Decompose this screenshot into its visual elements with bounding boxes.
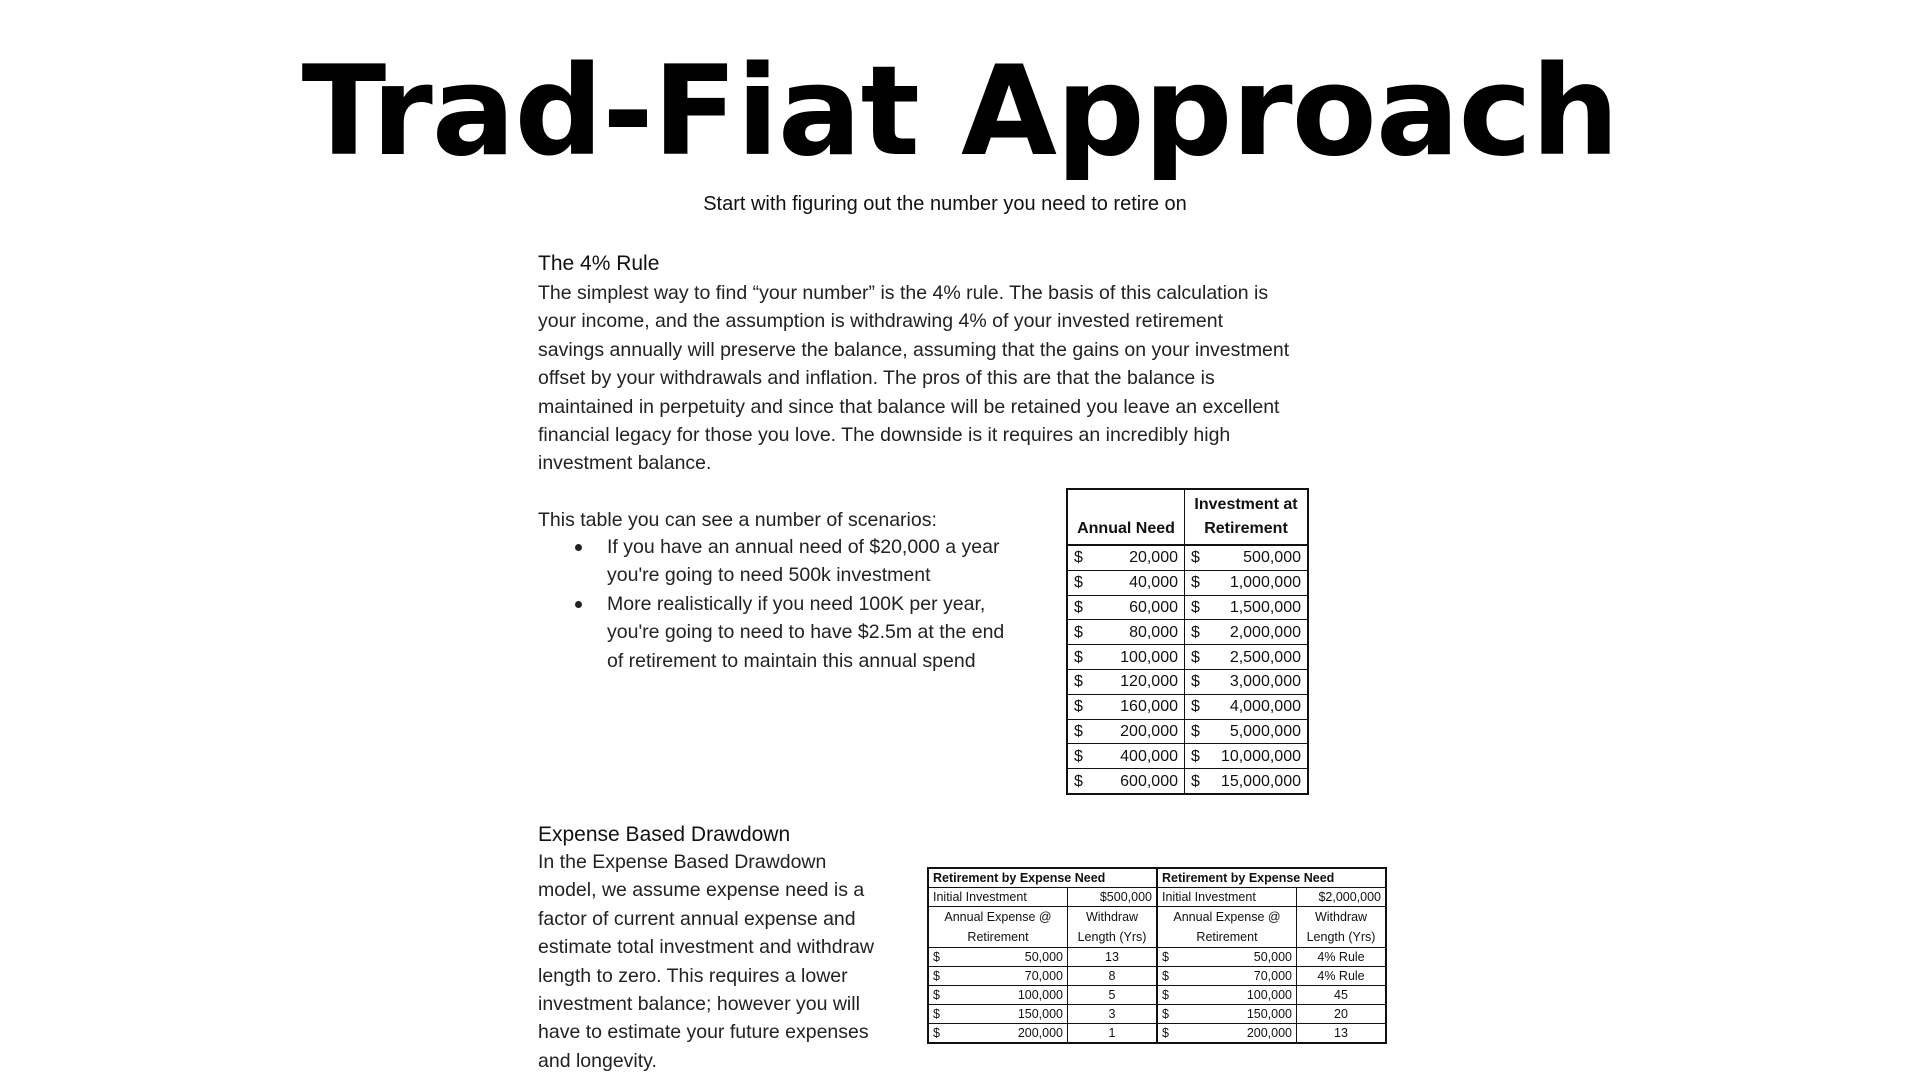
table-row — [1067, 769, 1308, 794]
annual-expense-cell — [928, 1005, 1068, 1024]
cell-value: 100,000 — [1120, 648, 1178, 666]
cell-value: 100,000 — [1246, 988, 1292, 1002]
expense-heading: Expense Based Drawdown — [538, 823, 791, 846]
currency-symbol: $ — [1074, 772, 1083, 790]
investment-cell — [1185, 744, 1309, 769]
annual-need-cell — [1067, 719, 1185, 744]
cell-value: 500,000 — [1243, 549, 1301, 567]
annual-expense-cell — [1157, 1024, 1297, 1044]
cell-value: 4,000,000 — [1229, 698, 1301, 716]
withdraw-length-cell: 13 — [1068, 948, 1158, 967]
list-item-text: If you have an annual need of $20,000 a year you're going to need 500k investment — [607, 536, 1000, 587]
header-annual-need: Annual Need — [1067, 489, 1185, 545]
investment-cell — [1185, 570, 1309, 595]
currency-symbol: $ — [933, 950, 940, 964]
currency-symbol: $ — [1191, 648, 1200, 666]
annual-expense-cell — [1157, 967, 1297, 986]
withdraw-length-cell: 4% Rule — [1297, 948, 1387, 967]
table-header-row — [1067, 489, 1308, 545]
annual-need-cell — [1067, 744, 1185, 769]
currency-symbol: $ — [1162, 988, 1169, 1002]
investment-cell — [1185, 595, 1309, 620]
currency-symbol: $ — [1162, 1007, 1169, 1021]
currency-symbol: $ — [1074, 623, 1083, 641]
cell-value: 3,000,000 — [1229, 673, 1301, 691]
investment-cell — [1185, 645, 1309, 670]
withdraw-length-cell: 20 — [1297, 1005, 1387, 1024]
table-header-row — [928, 907, 1157, 948]
initial-investment-row — [928, 888, 1157, 907]
cell-value: 200,000 — [1120, 722, 1178, 740]
table-title-row — [928, 868, 1157, 888]
currency-symbol: $ — [1191, 673, 1200, 691]
table-row — [928, 967, 1157, 986]
scenario-list — [570, 533, 1077, 675]
annual-expense-cell — [928, 986, 1068, 1005]
currency-symbol: $ — [933, 1026, 940, 1040]
cell-value: 60,000 — [1129, 598, 1178, 616]
table-row — [1157, 967, 1386, 986]
cell-value: 200,000 — [1017, 1026, 1063, 1040]
header-annual-expense: Annual Expense @ Retirement — [1157, 907, 1297, 948]
table-intro: This table you can see a number of scenarios: — [538, 509, 937, 531]
investment-cell — [1185, 545, 1309, 570]
currency-symbol: $ — [1191, 574, 1200, 592]
cell-value: 50,000 — [1253, 950, 1292, 964]
expense-table-2m — [1156, 867, 1387, 1044]
withdraw-length-cell: 3 — [1068, 1005, 1158, 1024]
withdraw-length-cell: 1 — [1068, 1024, 1158, 1044]
cell-value: 80,000 — [1129, 623, 1178, 641]
table-row — [1157, 1024, 1386, 1044]
rule-heading: The 4% Rule — [538, 252, 660, 275]
cell-value: 10,000,000 — [1220, 747, 1301, 765]
initial-investment-label: Initial Investment — [928, 888, 1068, 907]
expense-table-500k — [927, 867, 1158, 1044]
annual-need-cell — [1067, 645, 1185, 670]
initial-investment-value: $2,000,000 — [1297, 888, 1387, 907]
cell-value: 5,000,000 — [1229, 722, 1301, 740]
currency-symbol: $ — [933, 988, 940, 1002]
currency-symbol: $ — [1074, 722, 1083, 740]
currency-symbol: $ — [1162, 969, 1169, 983]
bullet-icon — [575, 601, 582, 608]
cell-value: 1,000,000 — [1229, 574, 1301, 592]
cell-value: 2,000,000 — [1229, 623, 1301, 641]
annual-expense-cell — [928, 948, 1068, 967]
investment-cell — [1185, 769, 1309, 794]
cell-value: 1,500,000 — [1229, 598, 1301, 616]
currency-symbol: $ — [1191, 772, 1200, 790]
currency-symbol: $ — [1074, 747, 1083, 765]
cell-value: 20,000 — [1129, 549, 1178, 567]
withdraw-length-cell: 8 — [1068, 967, 1158, 986]
table-row — [928, 1024, 1157, 1044]
cell-value: 160,000 — [1120, 698, 1178, 716]
cell-value: 100,000 — [1017, 988, 1063, 1002]
table-row — [1067, 595, 1308, 620]
table-title: Retirement by Expense Need — [928, 868, 1157, 888]
currency-symbol: $ — [1074, 598, 1083, 616]
table-row — [1157, 986, 1386, 1005]
withdraw-length-cell: 5 — [1068, 986, 1158, 1005]
page-title: Trad-Fiat Approach — [301, 40, 1619, 184]
cell-value: 70,000 — [1024, 969, 1063, 983]
annual-expense-cell — [1157, 986, 1297, 1005]
page-subtitle: Start with figuring out the number you need to retire on — [703, 193, 1187, 215]
header-withdraw-length: Withdraw Length (Yrs) — [1297, 907, 1387, 948]
currency-symbol: $ — [1074, 574, 1083, 592]
header-investment-at-retirement: Investment at Retirement — [1185, 489, 1309, 545]
list-item-text: More realistically if you need 100K per year, you're going to need to have $2.5m at the end of retirement to maintain this annual spend — [607, 592, 1005, 672]
table-row — [1067, 545, 1308, 570]
initial-investment-value: $500,000 — [1068, 888, 1158, 907]
table-row — [1067, 669, 1308, 694]
table-row — [928, 986, 1157, 1005]
annual-expense-cell — [1157, 948, 1297, 967]
cell-value: 120,000 — [1120, 673, 1178, 691]
investment-cell — [1185, 719, 1309, 744]
annual-need-cell — [1067, 570, 1185, 595]
list-item — [607, 590, 1077, 675]
investment-cell — [1185, 620, 1309, 645]
currency-symbol: $ — [1191, 698, 1200, 716]
annual-need-cell — [1067, 545, 1185, 570]
currency-symbol: $ — [1191, 598, 1200, 616]
table-row — [1067, 744, 1308, 769]
currency-symbol: $ — [1191, 747, 1200, 765]
table-header-row — [1157, 907, 1386, 948]
cell-value: 400,000 — [1120, 747, 1178, 765]
cell-value: 200,000 — [1246, 1026, 1292, 1040]
table-row — [1067, 645, 1308, 670]
withdraw-length-cell: 45 — [1297, 986, 1387, 1005]
currency-symbol: $ — [1162, 1026, 1169, 1040]
currency-symbol: $ — [1191, 722, 1200, 740]
cell-value: 40,000 — [1129, 574, 1178, 592]
table-row — [1067, 719, 1308, 744]
cell-value: 150,000 — [1246, 1007, 1292, 1021]
cell-value: 15,000,000 — [1220, 772, 1301, 790]
annual-expense-cell — [928, 1024, 1068, 1044]
table-row — [1157, 1005, 1386, 1024]
annual-need-cell — [1067, 694, 1185, 719]
currency-symbol: $ — [1074, 549, 1083, 567]
currency-symbol: $ — [1074, 698, 1083, 716]
withdraw-length-cell: 13 — [1297, 1024, 1387, 1044]
annual-need-cell — [1067, 620, 1185, 645]
rule-paragraph: The simplest way to find “your number” is the 4% rule. The basis of this calculation is your income, and the assumption is withdrawing 4% of your invested retirement savings annually will preserve the balance, assuming that the gains on your investment offset by your withdrawals and inflation. The pros of this are that the balance is maintained in perpetuity and since that balance will be retained you leave an excellent financial legacy for those you love. The downside is it requires an incredibly high investment balance. — [538, 282, 1290, 475]
initial-investment-label: Initial Investment — [1157, 888, 1297, 907]
cell-value: 50,000 — [1024, 950, 1063, 964]
list-item — [607, 533, 1077, 590]
cell-value: 2,500,000 — [1229, 648, 1301, 666]
currency-symbol: $ — [1074, 673, 1083, 691]
table-row — [1067, 620, 1308, 645]
currency-symbol: $ — [933, 969, 940, 983]
cell-value: 70,000 — [1253, 969, 1292, 983]
annual-need-cell — [1067, 669, 1185, 694]
header-annual-expense: Annual Expense @ Retirement — [928, 907, 1068, 948]
withdraw-length-cell: 4% Rule — [1297, 967, 1387, 986]
four-percent-rule-table — [1066, 488, 1309, 795]
currency-symbol: $ — [1162, 950, 1169, 964]
table-row — [928, 1005, 1157, 1024]
initial-investment-row — [1157, 888, 1386, 907]
table-row — [1067, 570, 1308, 595]
table-row — [1157, 948, 1386, 967]
header-withdraw-length: Withdraw Length (Yrs) — [1068, 907, 1158, 948]
investment-cell — [1185, 669, 1309, 694]
table-row — [928, 948, 1157, 967]
cell-value: 600,000 — [1120, 772, 1178, 790]
annual-need-cell — [1067, 595, 1185, 620]
table-title-row — [1157, 868, 1386, 888]
currency-symbol: $ — [1191, 623, 1200, 641]
currency-symbol: $ — [1191, 549, 1200, 567]
cell-value: 150,000 — [1017, 1007, 1063, 1021]
investment-cell — [1185, 694, 1309, 719]
table-title: Retirement by Expense Need — [1157, 868, 1386, 888]
currency-symbol: $ — [1074, 648, 1083, 666]
annual-expense-cell — [1157, 1005, 1297, 1024]
bullet-icon — [575, 544, 582, 551]
expense-paragraph: In the Expense Based Drawdown model, we assume expense need is a factor of current annual expense and estimate total investment and withdraw length to zero. This requires a lower investment balance; however you will have to estimate your future expenses and longevity. — [538, 851, 874, 1072]
annual-expense-cell — [928, 967, 1068, 986]
table-row — [1067, 694, 1308, 719]
annual-need-cell — [1067, 769, 1185, 794]
currency-symbol: $ — [933, 1007, 940, 1021]
